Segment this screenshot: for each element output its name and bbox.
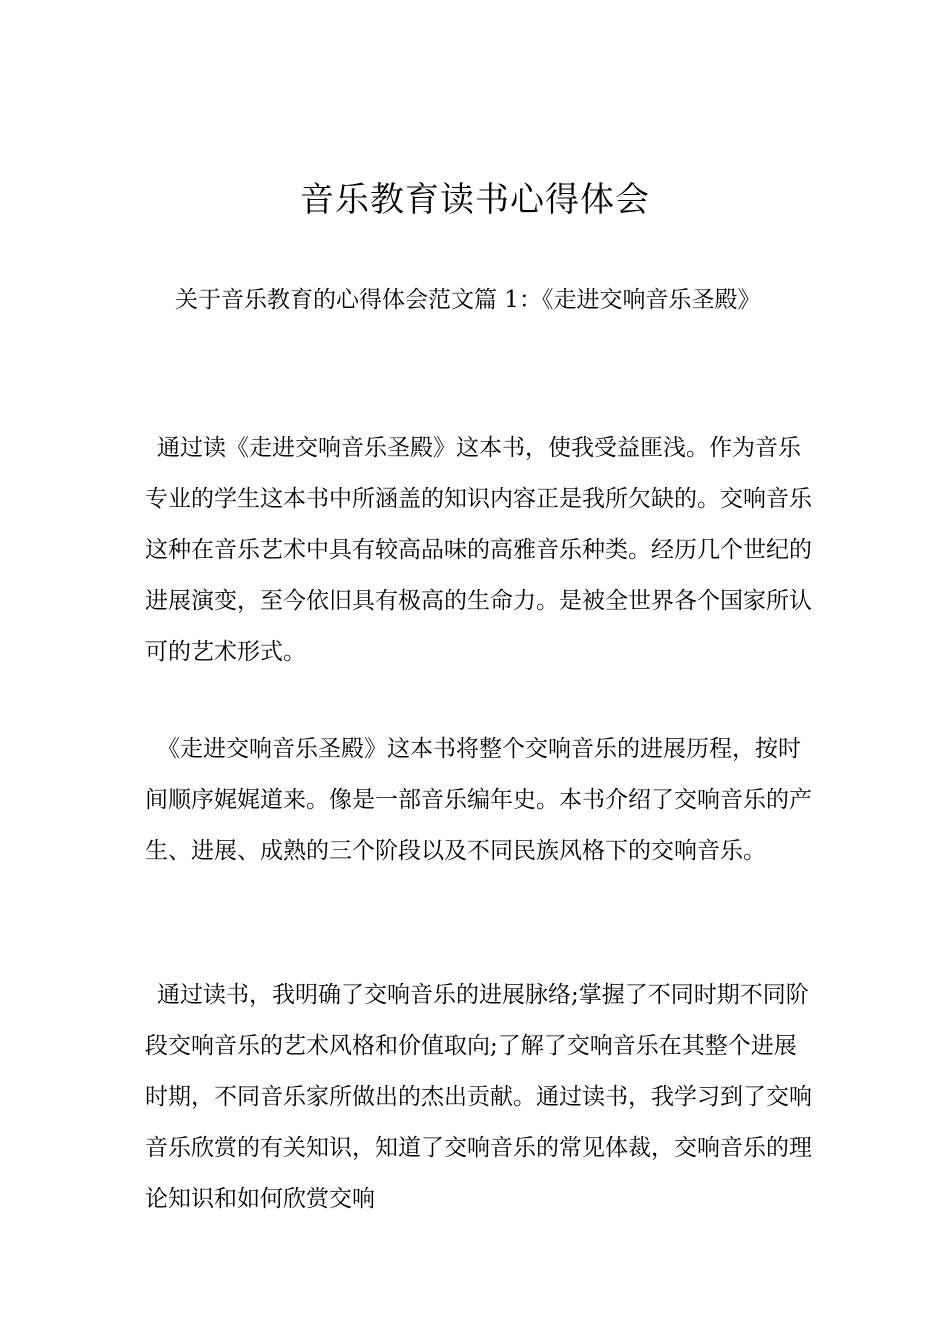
paragraph-heading: 关于音乐教育的心得体会范文篇 1：《走进交响音乐圣殿》 (175, 287, 761, 313)
paragraph-1: 通过读《走进交响音乐圣殿》这本书，使我受益匪浅。作为音乐专业的学生这本书中所涵盖的知识内容正是我所欠缺的。交响音乐这种在音乐艺术中具有较高品味的高雅音乐种类。经历几个世纪的进展演变，至今依旧具有极高的生命力。是被全世界各个国家所认可的艺术形式。 (145, 435, 812, 665)
document-title: 音乐教育读书心得体会 (300, 180, 650, 220)
paragraph-2: 《走进交响音乐圣殿》这本书将整个交响音乐的进展历程，按时间顺序娓娓道来。像是一部音乐编年史。本书介绍了交响音乐的产生、进展、成熟的三个阶段以及不同民族风格下的交响音乐。 (145, 736, 812, 864)
paragraph-3: 通过读书，我明确了交响音乐的进展脉络;掌握了不同时期不同阶段交响音乐的艺术风格和价值取向;了解了交响音乐在其整个进展时期，不同音乐家所做出的杰出贡献。通过读书，我学习到了交响音乐欣赏的有关知识，知道了交响音乐的常见体裁，交响音乐的理论知识和如何欣赏交响 (145, 982, 812, 1212)
